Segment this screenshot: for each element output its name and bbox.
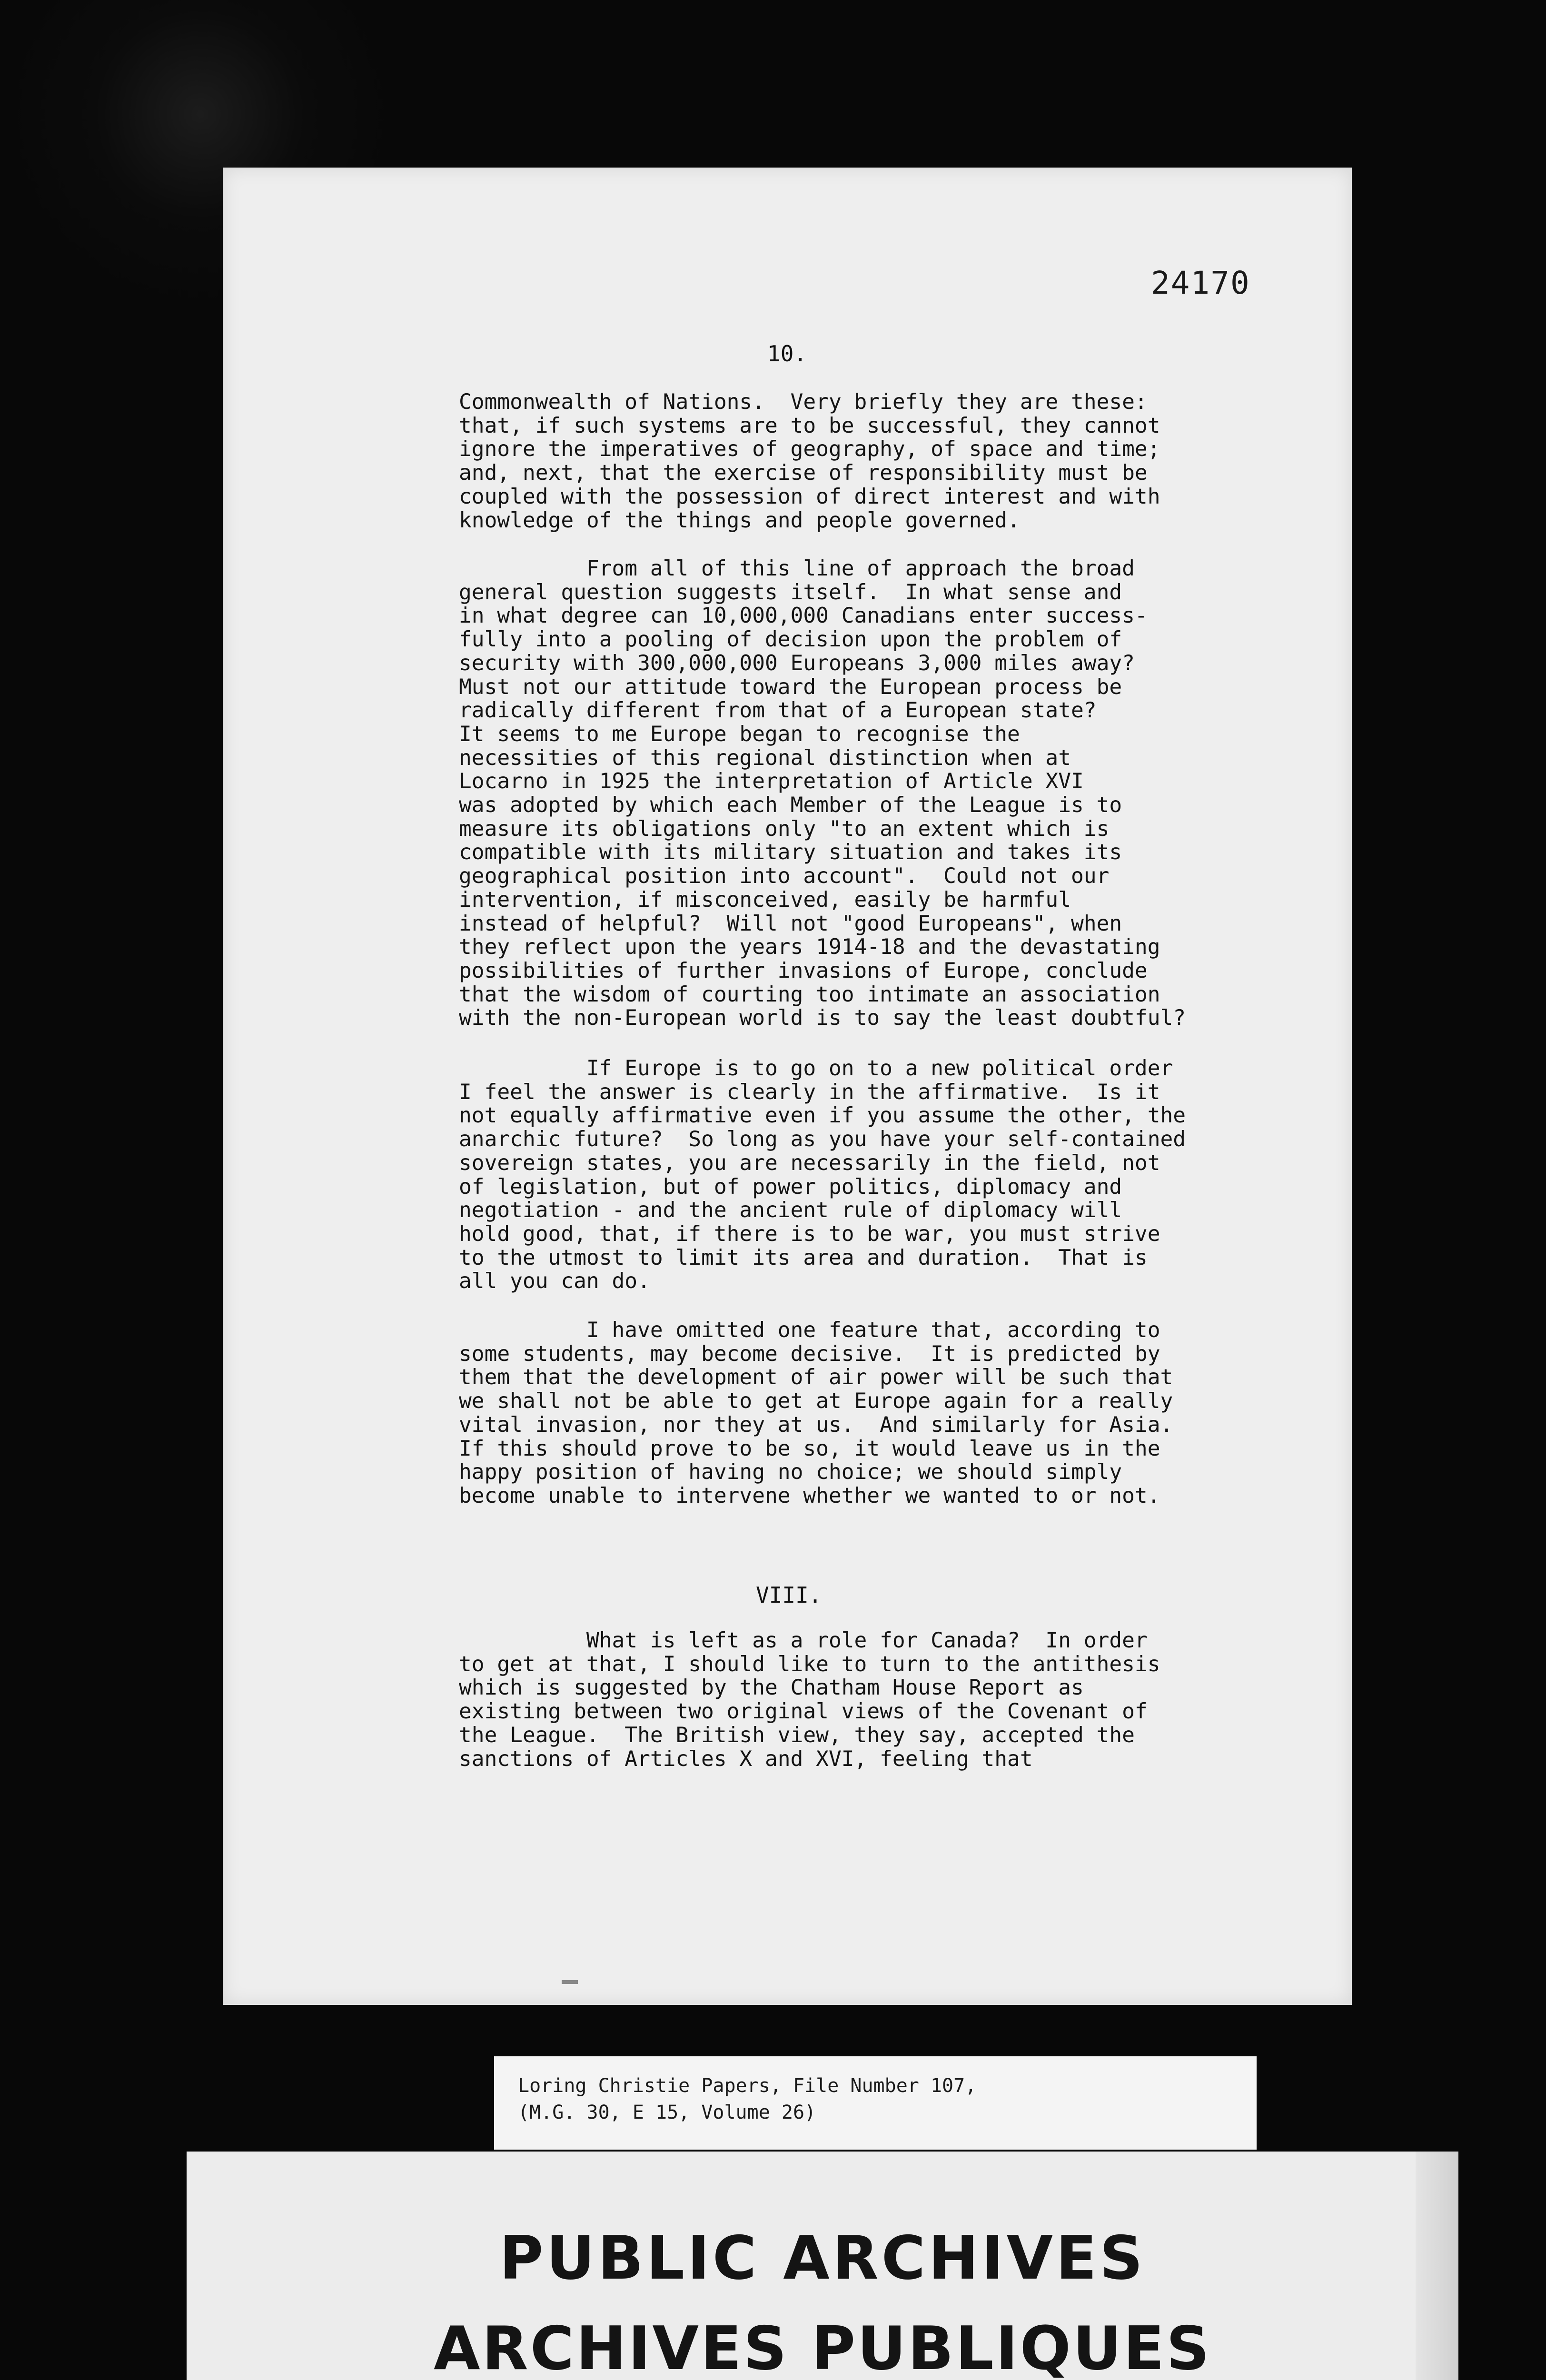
text-line: fully into a pooling of decision upon the problem of bbox=[459, 627, 1122, 652]
text-line: coupled with the possession of direct interest and with bbox=[459, 484, 1160, 509]
text-line: anarchic future? So long as you have your self-contained bbox=[459, 1127, 1186, 1152]
text-line: geographical position into account". Could not our bbox=[459, 864, 1110, 889]
section-heading: VIII. bbox=[756, 1582, 822, 1608]
text-line: knowledge of the things and people governed. bbox=[459, 508, 1020, 533]
text-line: become unable to intervene whether we wanted to or not. bbox=[459, 1483, 1160, 1508]
citation-line: Loring Christie Papers, File Number 107, bbox=[518, 2075, 977, 2097]
text-line: Locarno in 1925 the interpretation of Article XVI bbox=[459, 769, 1084, 794]
text-line: If Europe is to go on to a new political order bbox=[459, 1056, 1173, 1081]
folio-number: 24170 bbox=[1151, 265, 1250, 301]
citation-text bbox=[518, 2073, 976, 2126]
text-line: compatible with its military situation and takes its bbox=[459, 840, 1122, 865]
text-line: vital invasion, nor they at us. And similarly for Asia. bbox=[459, 1412, 1173, 1437]
text-line: all you can do. bbox=[459, 1269, 650, 1294]
text-line: I have omitted one feature that, according to bbox=[459, 1318, 1160, 1342]
text-line: general question suggests itself. In what sense and bbox=[459, 580, 1122, 605]
text-line: From all of this line of approach the broad bbox=[459, 556, 1135, 581]
text-line: some students, may become decisive. It is predicted by bbox=[459, 1341, 1160, 1366]
text-line: If this should prove to be so, it would leave us in the bbox=[459, 1436, 1160, 1461]
text-line: necessities of this regional distinction when at bbox=[459, 745, 1071, 770]
text-line: intervention, if misconceived, easily be harmful bbox=[459, 887, 1071, 912]
text-line: that the wisdom of courting too intimate an association bbox=[459, 982, 1160, 1007]
text-line: sanctions of Articles X and XVI, feeling that bbox=[459, 1746, 1033, 1771]
text-line: instead of helpful? Will not "good Europeans", when bbox=[459, 911, 1122, 936]
text-line: we shall not be able to get at Europe again for a really bbox=[459, 1389, 1173, 1414]
text-line: of legislation, but of power politics, diplomacy and bbox=[459, 1174, 1122, 1199]
text-line: them that the development of air power will be such that bbox=[459, 1365, 1173, 1390]
citation-line: (M.G. 30, E 15, Volume 26) bbox=[518, 2102, 816, 2123]
text-line: in what degree can 10,000,000 Canadians enter success- bbox=[459, 604, 1148, 628]
text-line: I feel the answer is clearly in the affirmative. Is it bbox=[459, 1080, 1160, 1104]
text-line: Must not our attitude toward the European process be bbox=[459, 674, 1122, 699]
text-line: security with 300,000,000 Europeans 3,000 miles away? bbox=[459, 651, 1135, 675]
text-line: to the utmost to limit its area and duration. That is bbox=[459, 1245, 1148, 1270]
text-line: not equally affirmative even if you assume the other, the bbox=[459, 1103, 1186, 1128]
text-line: happy position of having no choice; we should simply bbox=[459, 1460, 1122, 1485]
citation-slip bbox=[494, 2056, 1257, 2150]
text-line: sovereign states, you are necessarily in the field, not bbox=[459, 1150, 1160, 1175]
text-line: and, next, that the exercise of responsibility must be bbox=[459, 461, 1148, 486]
text-line: ignore the imperatives of geography, of space and time; bbox=[459, 437, 1160, 462]
text-line: possibilities of further invasions of Europe, conclude bbox=[459, 958, 1148, 983]
text-line: that, if such systems are to be successful, they cannot bbox=[459, 413, 1160, 438]
text-line: which is suggested by the Chatham House Report as bbox=[459, 1676, 1084, 1700]
text-line: measure its obligations only "to an extent which is bbox=[459, 816, 1110, 841]
text-line: was adopted by which each Member of the League is to bbox=[459, 793, 1122, 818]
paragraph bbox=[459, 1319, 1278, 1508]
text-line: hold good, that, if there is to be war, you must strive bbox=[459, 1221, 1160, 1246]
text-line: they reflect upon the years 1914-18 and the devastating bbox=[459, 935, 1160, 960]
stamp-title-french: ARCHIVES PUBLIQUES bbox=[434, 2313, 1211, 2380]
text-line: What is left as a role for Canada? In order bbox=[459, 1628, 1148, 1653]
paragraph bbox=[459, 1057, 1278, 1293]
stray-mark bbox=[562, 1980, 578, 1984]
text-line: to get at that, I should like to turn to the antithesis bbox=[459, 1652, 1160, 1676]
text-line: It seems to me Europe began to recognise the bbox=[459, 722, 1020, 746]
text-line: existing between two original views of the Covenant of bbox=[459, 1699, 1148, 1724]
paragraph bbox=[459, 557, 1278, 1030]
text-line: with the non-European world is to say the least doubtful? bbox=[459, 1006, 1186, 1031]
text-line: the League. The British view, they say, accepted the bbox=[459, 1723, 1135, 1747]
paragraph bbox=[459, 1629, 1278, 1771]
archives-stamp-card bbox=[187, 2152, 1458, 2380]
text-line: negotiation - and the ancient rule of diplomacy will bbox=[459, 1198, 1122, 1223]
paragraph bbox=[459, 390, 1278, 532]
page-number: 10. bbox=[767, 341, 807, 367]
text-line: Commonwealth of Nations. Very briefly they are these: bbox=[459, 390, 1148, 414]
text-line: radically different from that of a European state? bbox=[459, 698, 1097, 723]
stamp-title-english: PUBLIC ARCHIVES bbox=[499, 2223, 1146, 2293]
